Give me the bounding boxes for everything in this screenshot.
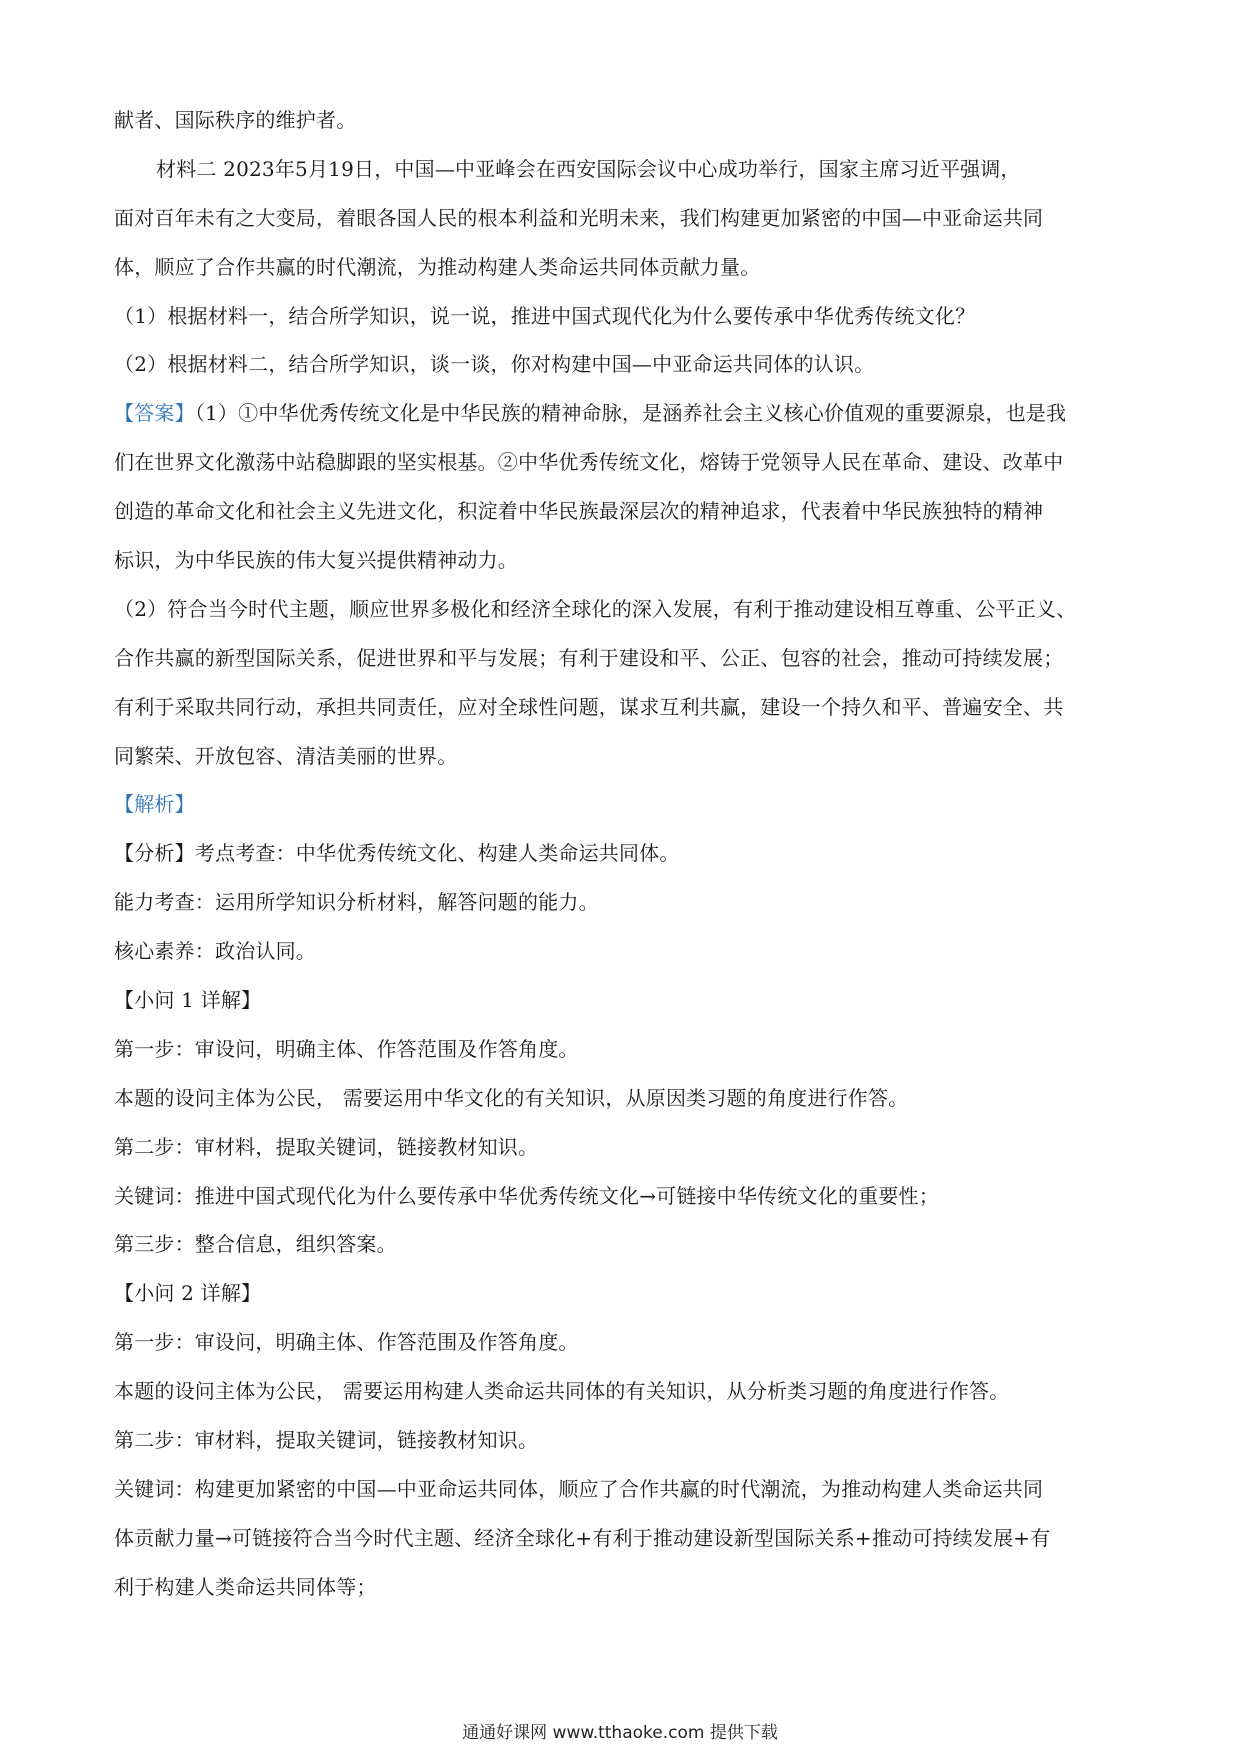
sub2-subject: 本题的设问主体为公民， 需要运用构建人类命运共同体的有关知识，从分析类习题的角度进行作答。 — [114, 1379, 1010, 1404]
answer-2-text-3: 有利于采取共同行动，承担共同责任，应对全球性问题，谋求互利共赢，建设一个持久和平、普遍安全、共 — [114, 694, 1064, 719]
answer-1-text-4: 标识，为中华民族的伟大复兴提供精神动力。 — [114, 548, 518, 573]
sub2-keywords-1: 关键词：构建更加紧密的中国—中亚命运共同体，顺应了合作共赢的时代潮流，为推动构建人类命运共同 — [114, 1476, 1044, 1501]
sub2-step1: 第一步：审设问，明确主体、作答范围及作答角度。 — [114, 1330, 579, 1355]
answer-1-text-3: 创造的革命文化和社会主义先进文化，积淀着中华民族最深层次的精神追求，代表着中华民族独特的精神 — [114, 499, 1044, 524]
sub1-subject: 本题的设问主体为公民， 需要运用中华文化的有关知识，从原因类习题的角度进行作答。 — [114, 1085, 909, 1110]
sub2-step2: 第二步：审材料，提取关键词，链接教材知识。 — [114, 1428, 539, 1453]
sub2-keywords-3: 利于构建人类命运共同体等； — [114, 1574, 377, 1599]
material-two-line-1: 材料二 2023年5月19日，中国—中亚峰会在西安国际会议中心成功举行，国家主席习近平强调， — [156, 156, 1021, 181]
sub2-title: 【小问 2 详解】 — [114, 1281, 262, 1306]
material-two-line-3: 体，顺应了合作共赢的时代潮流，为推动构建人类命运共同体贡献力量。 — [114, 254, 761, 279]
answer-line-1 — [114, 389, 1134, 438]
answer-1-text-1: （1）①中华优秀传统文化是中华民族的精神命脉，是涵养社会主义核心价值观的重要源泉，也是我 — [194, 401, 1067, 426]
sub2-keywords-2: 体贡献力量→可链接符合当今时代主题、经济全球化+有利于推动建设新型国际关系+推动可持续发展+有 — [114, 1525, 1051, 1550]
answer-2-text-2: 合作共赢的新型国际关系，促进世界和平与发展；有利于建设和平、公正、包容的社会，推动可持续发展； — [114, 645, 1064, 670]
material-line-1: 献者、国际秩序的维护者。 — [114, 108, 357, 132]
question-1: （1）根据材料一，结合所学知识，说一说，推进中国式现代化为什么要传承中华优秀传统文化？ — [114, 303, 976, 328]
sub1-keywords: 关键词：推进中国式现代化为什么要传承中华优秀传统文化→可链接中华传统文化的重要性； — [114, 1183, 939, 1208]
sub1-step2: 第二步：审材料，提取关键词，链接教材知识。 — [114, 1134, 539, 1159]
analysis-fenxi: 【分析】考点考查：中华优秀传统文化、构建人类命运共同体。 — [114, 841, 680, 866]
sub1-step1: 第一步：审设问，明确主体、作答范围及作答角度。 — [114, 1036, 579, 1061]
question-2: （2）根据材料二，结合所学知识，谈一谈，你对构建中国—中亚命运共同体的认识。 — [114, 352, 875, 377]
analysis-core: 核心素养：政治认同。 — [114, 939, 316, 964]
answer-2-text-1: （2）符合当今时代主题，顺应世界多极化和经济全球化的深入发展，有利于推动建设相互尊重、公平正义、 — [114, 596, 1077, 621]
footer-watermark[interactable]: 通通好课网 www.tthaoke.com 提供下载 — [462, 1723, 778, 1743]
answer-1-text-2: 们在世界文化激荡中站稳脚跟的坚实根基。②中华优秀传统文化，熔铸于党领导人民在革命、建设、改革中 — [114, 450, 1064, 475]
analysis-ability: 能力考查：运用所学知识分析材料，解答问题的能力。 — [114, 890, 599, 915]
sub1-step3: 第三步：整合信息，组织答案。 — [114, 1232, 397, 1257]
material-two-line-2: 面对百年未有之大变局，着眼各国人民的根本利益和光明未来，我们构建更加紧密的中国—中亚命运共同 — [114, 205, 1044, 230]
page-content — [114, 96, 1134, 1612]
answer-label: 【答案】 — [114, 401, 195, 426]
analysis-label: 【解析】 — [114, 792, 195, 817]
sub1-title: 【小问 1 详解】 — [114, 988, 262, 1013]
answer-2-text-4: 同繁荣、开放包容、清洁美丽的世界。 — [114, 743, 458, 768]
